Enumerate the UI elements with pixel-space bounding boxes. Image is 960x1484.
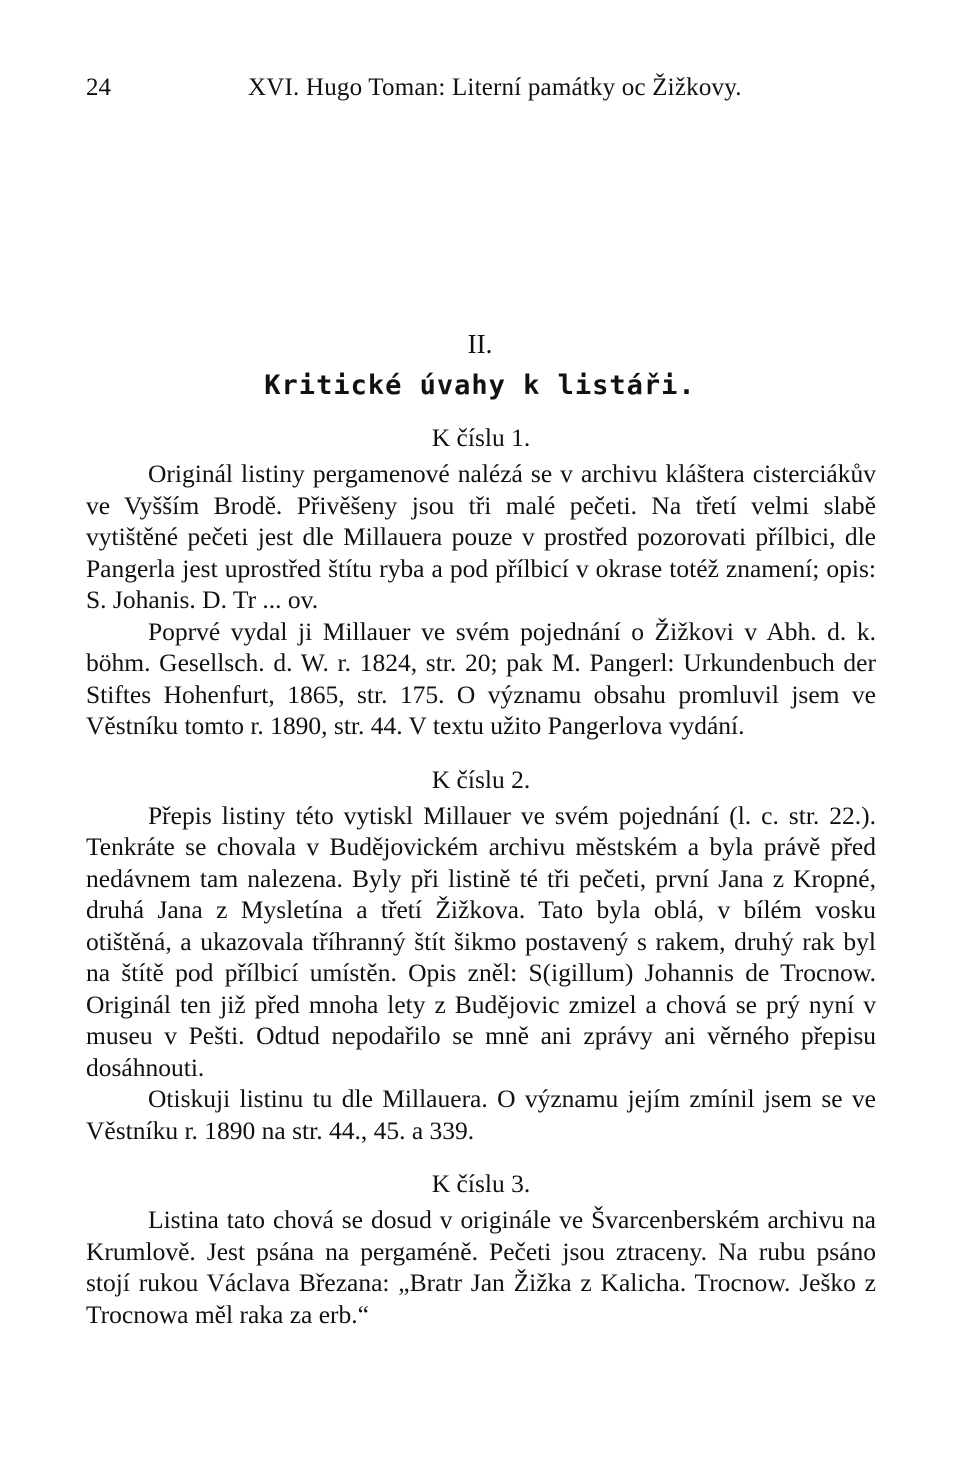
paragraph-k3-1: Listina tato chová se dosud v originále ve Švarcenberském archivu na Krumlově. Jest psána na pergaméně. Pečeti jsou ztraceny. Na rubu psáno stojí rukou Václava Březana: „Bratr Jan Žižka z Kalicha. Trocnow. Ješko z Trocnowa měl raka za erb.“ bbox=[86, 1205, 876, 1329]
spacer bbox=[86, 742, 876, 764]
paragraph-k1-2: Poprvé vydal ji Millauer ve svém pojednání o Žižkovi v Abh. d. k. böhm. Gesellsch. d. W. r. 1824, str. 20; pak M. Pangerl: Urkundenbuch der Stiftes Hohenfurt, 1865, str. 175. O významu obsahu promluvil jsem ve Věstníku tomto r. 1890, str. 44. V textu užito Pangerlova vydání. bbox=[86, 616, 876, 740]
spacer bbox=[86, 1146, 876, 1168]
section-numeral: II. bbox=[467, 329, 493, 359]
subheading-k3: K číslu 3. bbox=[431, 1169, 531, 1198]
paragraph-k2-1: Přepis listiny této vytiskl Millauer ve svém pojednání (l. c. str. 22.). Tenkráte se chovala v Budějovickém archivu městském a byla právě před nedávnem tam nalezena. Byly při listině té tři pečeti, první Jana z Kropné, druhá Jana z Mysletína a třetí Žižkova. Tato byla oblá, v bílém vosku otištěná, a ukazovala tříhranný štít šikmo postavený s rakem, druhý rak byl na štítě pod přílbicí umístěn. Opis zněl: S(igillum) Johannis de Trocnow. Originál ten již před mnoha lety z Budějovic zmizel a chová se prý nyní v museu v Pešti. Odtud nepodařilo se mně ani zprávy ani věrného přepisu dosáhnouti. bbox=[86, 800, 876, 1082]
section-title: Kritické úvahy k listáři. bbox=[264, 370, 696, 401]
subheading-k1: K číslu 1. bbox=[431, 423, 531, 452]
running-title: XVI. Hugo Toman: Literní památky oc Žižkovy. bbox=[248, 74, 742, 101]
running-header bbox=[86, 70, 876, 106]
paragraph-k1-1: Originál listiny pergamenové nalézá se v archivu kláštera cisterciákův ve Vyšším Brodě. Přivěšeny jsou tři malé pečeti. Na třetí velmi slabě vytištěné pečeti jest dle Millauera pouze v prostřed pozorovati přílbici, dle Pangerla jest uprostřed štítu ryba a pod přílbicí v okrase totéž znamení; opis: S. Johanis. D. Tr ... ov. bbox=[86, 459, 876, 614]
page-number: 24 bbox=[86, 74, 111, 101]
paragraph-k2-2: Otiskuji listinu tu dle Millauera. O významu jejím zmínil jsem se ve Věstníku r. 1890 na str. 44., 45. a 339. bbox=[86, 1084, 876, 1145]
body-text bbox=[86, 422, 876, 1330]
subheading-k2: K číslu 2. bbox=[431, 764, 531, 794]
